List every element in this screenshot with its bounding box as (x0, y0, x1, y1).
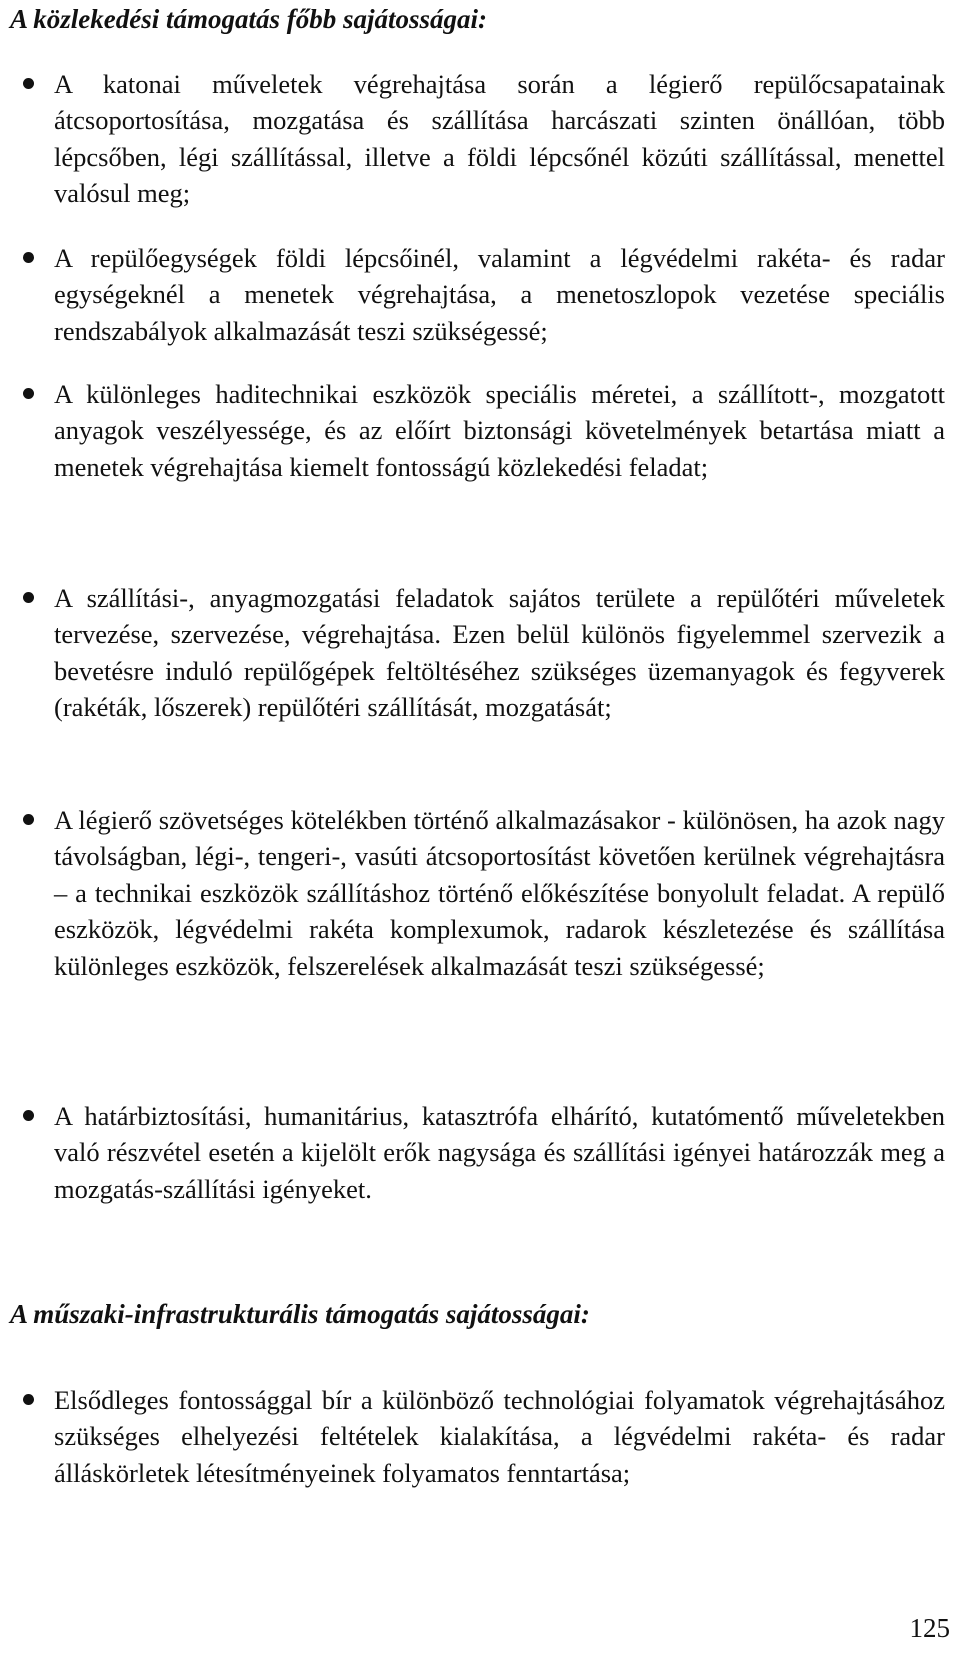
bullet-dot-icon (23, 78, 34, 89)
bullet-dot-icon (23, 814, 34, 825)
section-heading-infrastructure: A műszaki-infrastrukturális támogatás sajátosságai: (10, 1299, 590, 1329)
bullet-dot-icon (23, 1394, 34, 1405)
list-item-text: A szállítási-, anyagmozgatási feladatok sajátos területe a repülőtéri műveletek tervezése, szervezése, végrehajtása. Ezen belül különös figyelemmel szervezik a bevetésre induló repülőgépek feltöltéséhez szükséges üzemanyagok és fegyverek (rakéták, lőszerek) repülőtéri szállítását, mozgatását; (54, 583, 945, 723)
list-item (23, 580, 945, 726)
bullet-dot-icon (23, 252, 34, 263)
page-number: 125 (909, 1613, 950, 1643)
bullet-dot-icon (23, 388, 34, 399)
list-item-text: A határbiztosítási, humanitárius, katasztrófa elhárító, kutatómentő műveletekben való részvétel esetén a kijelölt erők nagysága és szállítási igényei határozzák meg a mozgatás-szállítási igényeket. (54, 1101, 945, 1204)
list-item (23, 376, 945, 485)
list-item (23, 1382, 945, 1491)
bullet-dot-icon (23, 1110, 34, 1121)
list-item-text: Elsődleges fontossággal bír a különböző technológiai folyamatok végrehajtásához szükséges elhelyezési feltételek kialakítása, a légvédelmi rakéta- és radar álláskörletek létesítményeinek folyamatos fenntartása; (54, 1385, 945, 1488)
list-item (23, 66, 945, 212)
list-item-text: A különleges haditechnikai eszközök speciális méretei, a szállított-, mozgatott anyagok veszélyessége, és az előírt biztonsági követelmények betartása miatt a menetek végrehajtása kiemelt fontosságú közlekedési feladat; (54, 379, 945, 482)
list-item (23, 240, 945, 349)
list-item (23, 1098, 945, 1207)
bullet-dot-icon (23, 592, 34, 603)
list-item-text: A repülőegységek földi lépcsőinél, valamint a légvédelmi rakéta- és radar egységeknél a menetek végrehajtása, a menetoszlopok vezetése speciális rendszabályok alkalmazását teszi szükségessé; (54, 243, 945, 346)
list-item-text: A katonai műveletek végrehajtása során a légierő repülőcsapatainak átcsoportosítása, mozgatása és szállítása harcászati szinten önállóan, több lépcsőben, légi szállítással, illetve a földi lépcsőnél közúti szállítással, menettel valósul meg; (54, 69, 945, 209)
list-item (23, 802, 945, 984)
section-heading-transport: A közlekedési támogatás főbb sajátosságai: (10, 4, 488, 34)
list-item-text: A légierő szövetséges kötelékben történő alkalmazásakor - különösen, ha azok nagy távolságban, légi-, tengeri-, vasúti átcsoportosítást követően kerülnek végrehajtásra – a technikai eszközök szállításhoz történő előkészítése bonyolult feladat. A repülő eszközök, légvédelmi rakéta komplexumok, radarok készletezése és szállítása különleges eszközök, felszerelések alkalmazását teszi szükségessé; (54, 805, 945, 981)
